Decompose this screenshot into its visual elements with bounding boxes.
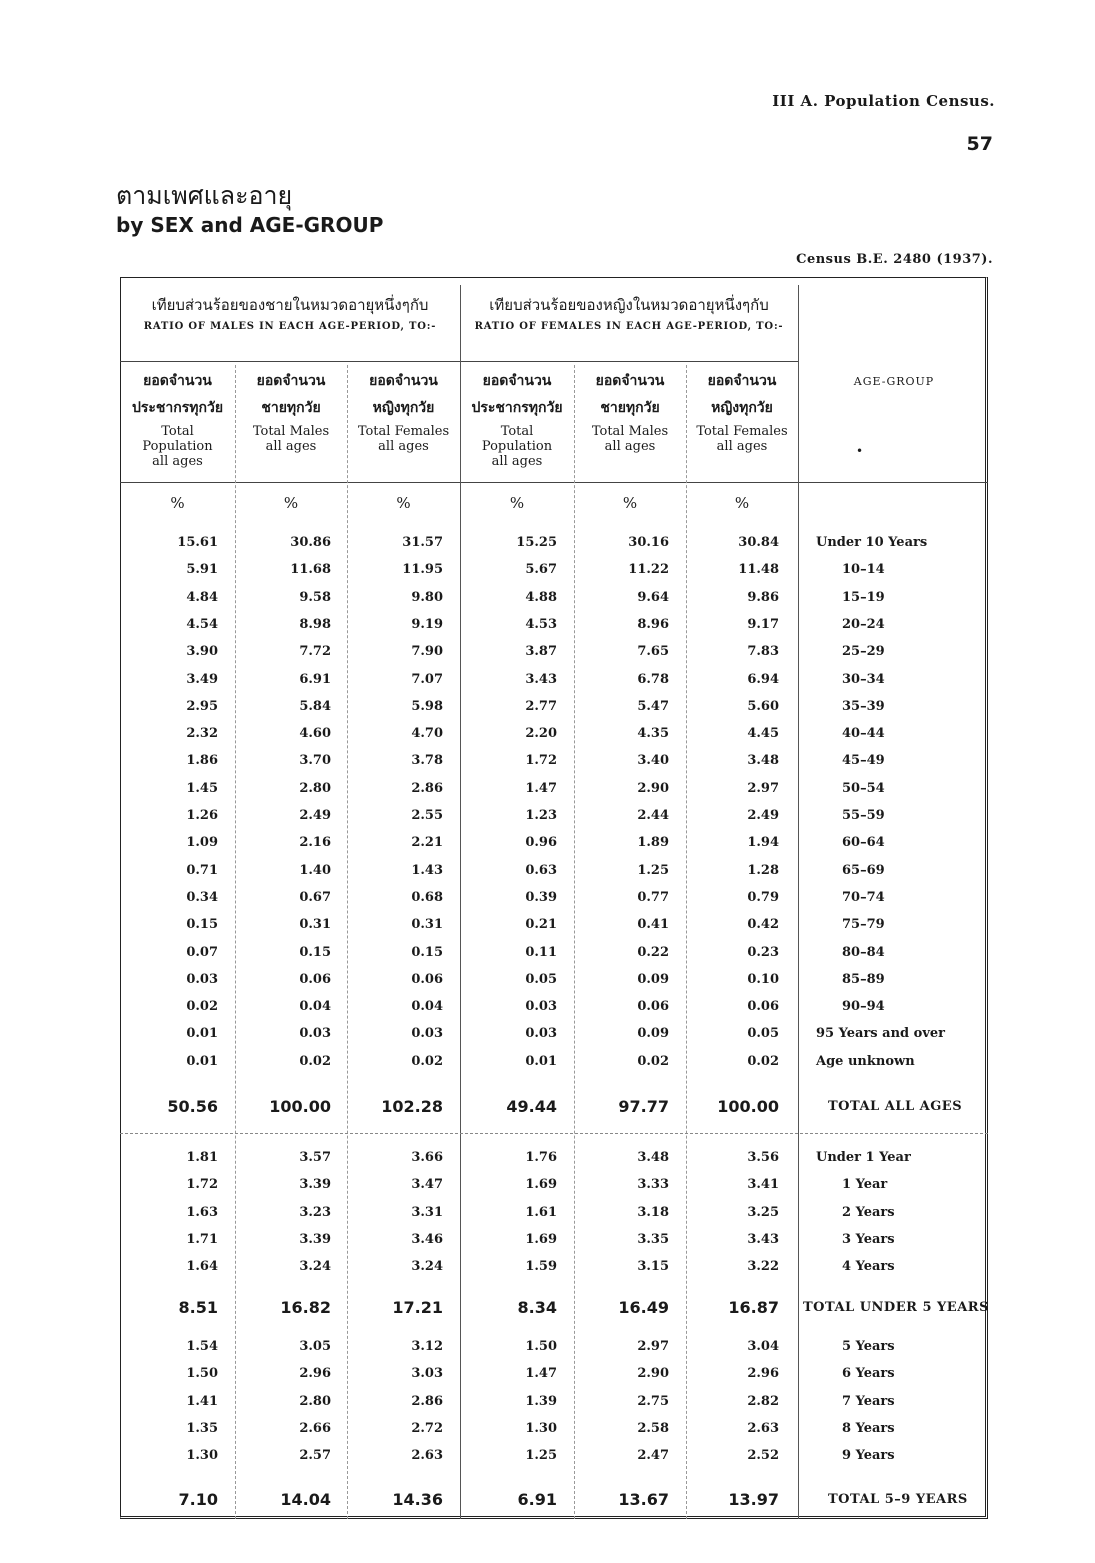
table-cell: 0.23 <box>747 944 779 960</box>
column-header-thai: ยอดจำนวน <box>595 373 665 389</box>
column-header-en: Total Males all ages <box>252 424 330 454</box>
age-group-label: 65–69 <box>842 862 885 878</box>
column-header-total-males <box>235 368 347 454</box>
table-cell: 3.24 <box>299 1259 331 1275</box>
total-cell: 16.82 <box>280 1298 331 1317</box>
table-cell: 7.72 <box>299 644 331 660</box>
table-cell: 4.54 <box>186 616 218 632</box>
table-cell: 4.70 <box>411 726 443 742</box>
table-cell: 1.61 <box>525 1204 557 1220</box>
group-header-males <box>120 293 460 332</box>
table-cell: 1.26 <box>186 808 218 823</box>
total-cell: 97.77 <box>618 1097 669 1116</box>
table-cell: 1.72 <box>525 753 557 769</box>
total-cell: 14.36 <box>392 1490 443 1509</box>
table-cell: 3.90 <box>186 644 218 660</box>
table-cell: 3.23 <box>299 1204 331 1220</box>
table-cell: 0.02 <box>747 1053 779 1069</box>
table-cell: 3.43 <box>747 1231 779 1247</box>
table-cell: 3.22 <box>747 1259 779 1275</box>
age-group-label: 5 Years <box>842 1339 895 1354</box>
total-cell: 13.67 <box>618 1490 669 1509</box>
table-cell: 0.39 <box>525 889 557 905</box>
page-title-thai: ตามเพศและอายุ <box>116 181 293 210</box>
table-cell: 0.31 <box>411 917 443 933</box>
age-group-label: 4 Years <box>842 1259 895 1275</box>
column-header-thai: หญิงทุกวัย <box>372 400 435 416</box>
table-cell: 0.03 <box>525 999 557 1015</box>
table-cell: 4.53 <box>525 616 557 632</box>
column-header-thai: ประชากรทุกวัย <box>131 400 224 416</box>
table-cell: 1.50 <box>186 1366 218 1382</box>
header-divider-groups <box>120 361 798 362</box>
total-label: TOTAL ALL AGES <box>828 1099 963 1114</box>
table-cell: 1.63 <box>186 1204 218 1220</box>
table-cell: 3.31 <box>411 1204 443 1220</box>
table-cell: 5.47 <box>637 698 669 714</box>
table-cell: 4.45 <box>747 726 779 742</box>
group-divider <box>460 285 461 1519</box>
table-cell: 3.56 <box>747 1150 779 1165</box>
table-cell: 0.42 <box>747 917 779 933</box>
table-cell: 2.47 <box>637 1448 669 1464</box>
table-cell: 2.96 <box>299 1366 331 1382</box>
total-cell: 13.97 <box>728 1490 779 1509</box>
table-cell: 0.71 <box>186 862 218 878</box>
age-group-label: Under 10 Years <box>816 535 928 550</box>
table-cell: 3.04 <box>747 1339 779 1354</box>
table-cell: 1.71 <box>186 1231 218 1247</box>
table-cell: 3.41 <box>747 1177 779 1193</box>
table-cell: 5.91 <box>186 562 218 578</box>
table-cell: 3.78 <box>411 753 443 769</box>
table-cell: 6.91 <box>299 671 331 687</box>
total-label: TOTAL 5–9 YEARS <box>828 1492 968 1507</box>
table-cell: 2.66 <box>299 1420 331 1436</box>
table-cell: 5.98 <box>411 698 443 714</box>
total-cell: 14.04 <box>280 1490 331 1509</box>
table-cell: 0.06 <box>637 999 669 1015</box>
table-cell: 1.69 <box>525 1177 557 1193</box>
table-cell: 15.25 <box>516 535 557 550</box>
group-header-females <box>460 293 798 332</box>
table-cell: 3.48 <box>637 1150 669 1165</box>
table-cell: 0.06 <box>747 999 779 1015</box>
age-group-label: 20–24 <box>842 616 885 632</box>
column-divider <box>574 365 575 1519</box>
table-cell: 2.63 <box>411 1448 443 1464</box>
table-cell: 2.96 <box>747 1366 779 1382</box>
table-cell: 0.15 <box>186 917 218 933</box>
table-cell: 2.44 <box>637 808 669 823</box>
age-group-label: 40–44 <box>842 726 885 742</box>
column-header-thai: ยอดจำนวน <box>707 373 777 389</box>
column-header-total-population <box>460 368 574 469</box>
total-cell: 17.21 <box>392 1298 443 1317</box>
age-group-label: 45–49 <box>842 753 885 769</box>
age-group-label: 8 Years <box>842 1420 895 1436</box>
table-cell: 0.03 <box>186 971 218 987</box>
column-header-thai: ยอดจำนวน <box>256 373 326 389</box>
table-cell: 2.52 <box>747 1448 779 1464</box>
header-dot: • <box>856 444 864 458</box>
column-header-total-females <box>347 368 460 454</box>
table-cell: 7.83 <box>747 644 779 660</box>
table-cell: 11.22 <box>628 562 669 578</box>
table-cell: 2.55 <box>411 808 443 823</box>
table-cell: 3.25 <box>747 1204 779 1220</box>
table-cell: 1.30 <box>525 1420 557 1436</box>
group-header-males-thai: เทียบส่วนร้อยของชายในหมวดอายุหนึ่งๆกับ <box>151 296 429 314</box>
table-cell: 1.43 <box>411 862 443 878</box>
section-header: III A. Population Census. <box>772 92 995 110</box>
table-cell: 1.40 <box>299 862 331 878</box>
total-cell: 100.00 <box>717 1097 779 1116</box>
table-cell: 2.82 <box>747 1393 779 1409</box>
table-cell: 0.79 <box>747 889 779 905</box>
table-cell: 7.07 <box>411 671 443 687</box>
table-cell: 0.06 <box>411 971 443 987</box>
table-cell: 2.72 <box>411 1420 443 1436</box>
table-cell: 0.96 <box>525 835 557 851</box>
table-cell: 3.57 <box>299 1150 331 1165</box>
age-group-label: 15–19 <box>842 589 885 605</box>
table-cell: 1.89 <box>637 835 669 851</box>
table-cell: 9.86 <box>747 589 779 605</box>
table-cell: 4.88 <box>525 589 557 605</box>
table-cell: 1.25 <box>637 862 669 878</box>
group-header-females-thai: เทียบส่วนร้อยของหญิงในหมวดอายุหนึ่งๆกับ <box>489 296 769 314</box>
table-cell: 0.05 <box>525 971 557 987</box>
table-cell: 2.75 <box>637 1393 669 1409</box>
age-group-label: 50–54 <box>842 780 885 796</box>
column-header-thai: ประชากรทุกวัย <box>471 400 563 416</box>
table-cell: 1.47 <box>525 1366 557 1382</box>
table-cell: 4.60 <box>299 726 331 742</box>
percent-unit: % <box>509 494 525 512</box>
age-group-label: 75–79 <box>842 917 885 933</box>
table-cell: 3.05 <box>299 1339 331 1354</box>
page-title: by SEX and AGE-GROUP <box>116 213 384 237</box>
column-header-thai: ยอดจำนวน <box>482 373 552 389</box>
table-cell: 1.09 <box>186 835 218 851</box>
percent-unit: % <box>396 494 411 512</box>
table-cell: 0.68 <box>411 889 443 905</box>
total-cell: 49.44 <box>506 1097 557 1116</box>
table-cell: 0.02 <box>186 999 218 1015</box>
table-cell: 0.10 <box>747 971 779 987</box>
table-cell: 6.94 <box>747 671 779 687</box>
percent-unit: % <box>283 494 299 512</box>
table-cell: 2.97 <box>747 780 779 796</box>
column-header-thai: ชายทุกวัย <box>261 400 321 416</box>
table-cell: 9.64 <box>637 589 669 605</box>
total-cell: 16.49 <box>618 1298 669 1317</box>
column-header-thai: ยอดจำนวน <box>369 373 438 389</box>
table-cell: 0.02 <box>299 1053 331 1069</box>
table-cell: 11.68 <box>290 562 331 578</box>
table-cell: 1.28 <box>747 862 779 878</box>
table-cell: 1.30 <box>186 1448 218 1464</box>
table-cell: 3.70 <box>299 753 331 769</box>
column-header-thai: ชายทุกวัย <box>600 400 660 416</box>
total-cell: 100.00 <box>269 1097 331 1116</box>
table-cell: 0.07 <box>186 944 218 960</box>
table-cell: 2.95 <box>186 698 218 714</box>
table-cell: 7.90 <box>411 644 443 660</box>
table-cell: 1.69 <box>525 1231 557 1247</box>
total-cell: 16.87 <box>728 1298 779 1317</box>
column-header-en: Total Females all ages <box>357 424 450 454</box>
table-cell: 0.03 <box>525 1026 557 1042</box>
age-group-label: 9 Years <box>842 1448 895 1464</box>
table-cell: 2.86 <box>411 1393 443 1409</box>
age-group-label: 95 Years and over <box>816 1026 945 1042</box>
table-cell: 3.46 <box>411 1231 443 1247</box>
age-group-label: 10–14 <box>842 562 885 578</box>
table-cell: 1.64 <box>186 1259 218 1275</box>
total-cell: 8.34 <box>517 1298 557 1317</box>
table-cell: 1.41 <box>186 1393 218 1409</box>
table-cell: 1.35 <box>186 1420 218 1436</box>
table-cell: 1.72 <box>186 1177 218 1193</box>
column-header-total-females <box>686 368 798 454</box>
table-cell: 3.48 <box>747 753 779 769</box>
table-cell: 0.41 <box>637 917 669 933</box>
table-cell: 2.21 <box>411 835 443 851</box>
section-divider <box>120 1133 988 1134</box>
table-cell: 3.87 <box>525 644 557 660</box>
table-cell: 0.34 <box>186 889 218 905</box>
table-cell: 2.32 <box>186 726 218 742</box>
column-divider <box>686 365 687 1519</box>
table-cell: 2.16 <box>299 835 331 851</box>
table-cell: 1.59 <box>525 1259 557 1275</box>
table-cell: 0.01 <box>186 1053 218 1069</box>
column-header-thai: หญิงทุกวัย <box>711 400 773 416</box>
table-cell: 11.48 <box>738 562 779 578</box>
age-group-label: 85–89 <box>842 971 885 987</box>
table-cell: 5.84 <box>299 698 331 714</box>
table-cell: 9.17 <box>747 616 779 632</box>
column-header-en: Total Population all ages <box>481 424 553 469</box>
table-cell: 0.67 <box>299 889 331 905</box>
percent-unit: % <box>622 494 638 512</box>
table-cell: 3.33 <box>637 1177 669 1193</box>
table-cell: 3.43 <box>525 671 557 687</box>
census-label: Census B.E. 2480 (1937). <box>796 252 993 267</box>
table-cell: 3.39 <box>299 1231 331 1247</box>
column-header-total-males <box>574 368 686 454</box>
age-group-label: 80–84 <box>842 944 885 960</box>
column-divider <box>235 365 236 1519</box>
table-cell: 5.60 <box>747 698 779 714</box>
table-cell: 0.15 <box>299 944 331 960</box>
age-group-label: 70–74 <box>842 889 885 905</box>
table-cell: 0.09 <box>637 1026 669 1042</box>
table-cell: 30.16 <box>628 535 669 550</box>
table-cell: 7.65 <box>637 644 669 660</box>
table-cell: 1.94 <box>747 835 779 851</box>
age-column-divider <box>798 285 799 1519</box>
table-cell: 2.86 <box>411 780 443 796</box>
age-group-label: 2 Years <box>842 1204 895 1220</box>
table-cell: 15.61 <box>177 535 218 550</box>
table-cell: 9.19 <box>411 616 443 632</box>
table-cell: 3.66 <box>411 1150 443 1165</box>
total-cell: 8.51 <box>178 1298 218 1317</box>
column-divider <box>347 365 348 1519</box>
table-cell: 8.98 <box>299 616 331 632</box>
table-cell: 2.97 <box>637 1339 669 1354</box>
percent-unit: % <box>734 494 750 512</box>
total-cell: 50.56 <box>167 1097 218 1116</box>
table-cell: 0.04 <box>411 999 443 1015</box>
table-cell: 2.49 <box>747 808 779 823</box>
age-group-label: 6 Years <box>842 1366 895 1382</box>
age-group-label: 7 Years <box>842 1393 895 1409</box>
table-cell: 0.31 <box>299 917 331 933</box>
age-group-label: 90–94 <box>842 999 885 1015</box>
table-cell: 3.03 <box>411 1366 443 1382</box>
table-cell: 1.45 <box>186 780 218 796</box>
table-cell: 0.21 <box>525 917 557 933</box>
header-divider-columns <box>120 482 988 483</box>
table-cell: 1.39 <box>525 1393 557 1409</box>
age-group-label: 1 Year <box>842 1177 888 1193</box>
total-cell: 7.10 <box>178 1490 218 1509</box>
table-cell: 3.49 <box>186 671 218 687</box>
column-header-total-population <box>120 368 235 469</box>
age-group-label: 30–34 <box>842 671 885 687</box>
table-cell: 3.18 <box>637 1204 669 1220</box>
age-group-label: Under 1 Year <box>816 1150 911 1165</box>
table-cell: 0.77 <box>637 889 669 905</box>
table-cell: 0.22 <box>637 944 669 960</box>
table-cell: 0.03 <box>299 1026 331 1042</box>
table-cell: 3.47 <box>411 1177 443 1193</box>
table-cell: 1.76 <box>525 1150 557 1165</box>
table-cell: 1.81 <box>186 1150 218 1165</box>
table-cell: 0.09 <box>637 971 669 987</box>
table-cell: 31.57 <box>402 535 443 550</box>
age-group-label: Age unknown <box>816 1053 915 1069</box>
table-cell: 2.77 <box>525 698 557 714</box>
table-cell: 2.20 <box>525 726 557 742</box>
table-cell: 3.15 <box>637 1259 669 1275</box>
table-cell: 6.78 <box>637 671 669 687</box>
table-cell: 30.84 <box>738 535 779 550</box>
column-header-age-group: AGE-GROUP <box>853 375 935 388</box>
table-cell: 4.84 <box>186 589 218 605</box>
table-cell: 2.49 <box>299 808 331 823</box>
table-cell: 2.63 <box>747 1420 779 1436</box>
table-cell: 3.39 <box>299 1177 331 1193</box>
table-cell: 3.40 <box>637 753 669 769</box>
column-header-en: Total Males all ages <box>591 424 669 454</box>
table-cell: 1.54 <box>186 1339 218 1354</box>
table-cell: 4.35 <box>637 726 669 742</box>
table-cell: 2.80 <box>299 780 331 796</box>
age-group-label: 3 Years <box>842 1231 895 1247</box>
age-group-label: 35–39 <box>842 698 885 714</box>
table-cell: 11.95 <box>402 562 443 578</box>
group-header-females-en: RATIO OF FEMALES IN EACH AGE-PERIOD, TO:- <box>474 321 784 332</box>
total-cell: 102.28 <box>381 1097 443 1116</box>
table-cell: 2.57 <box>299 1448 331 1464</box>
group-header-males-en: RATIO OF MALES IN EACH AGE-PERIOD, TO:- <box>143 321 437 332</box>
table-cell: 2.90 <box>637 780 669 796</box>
table-cell: 5.67 <box>525 562 557 578</box>
table-cell: 0.11 <box>525 944 557 960</box>
table-cell: 1.50 <box>525 1339 557 1354</box>
table-cell: 0.02 <box>637 1053 669 1069</box>
total-cell: 6.91 <box>517 1490 557 1509</box>
table-cell: 30.86 <box>290 535 331 550</box>
age-group-label: 25–29 <box>842 644 885 660</box>
column-header-thai: ยอดจำนวน <box>143 373 212 389</box>
age-group-label: 60–64 <box>842 835 885 851</box>
table-cell: 9.58 <box>299 589 331 605</box>
table-cell: 3.35 <box>637 1231 669 1247</box>
table-cell: 3.24 <box>411 1259 443 1275</box>
column-header-en: Total Population all ages <box>142 424 213 469</box>
table-cell: 1.86 <box>186 753 218 769</box>
table-cell: 1.47 <box>525 780 557 796</box>
table-cell: 1.25 <box>525 1448 557 1464</box>
table-cell: 2.58 <box>637 1420 669 1436</box>
table-cell: 9.80 <box>411 589 443 605</box>
table-cell: 0.06 <box>299 971 331 987</box>
table-cell: 1.23 <box>525 808 557 823</box>
table-cell: 0.01 <box>186 1026 218 1042</box>
table-cell: 0.15 <box>411 944 443 960</box>
table-cell: 0.63 <box>525 862 557 878</box>
table-cell: 2.80 <box>299 1393 331 1409</box>
table-cell: 3.12 <box>411 1339 443 1354</box>
table-cell: 0.04 <box>299 999 331 1015</box>
table-cell: 0.05 <box>747 1026 779 1042</box>
percent-unit: % <box>170 494 185 512</box>
page-number: 57 <box>966 133 993 155</box>
column-header-en: Total Females all ages <box>696 424 788 454</box>
table-cell: 8.96 <box>637 616 669 632</box>
table-cell: 2.90 <box>637 1366 669 1382</box>
total-label: TOTAL UNDER 5 YEARS <box>803 1300 989 1315</box>
age-group-label: 55–59 <box>842 808 885 823</box>
table-cell: 0.03 <box>411 1026 443 1042</box>
table-cell: 0.01 <box>525 1053 557 1069</box>
table-cell: 0.02 <box>411 1053 443 1069</box>
